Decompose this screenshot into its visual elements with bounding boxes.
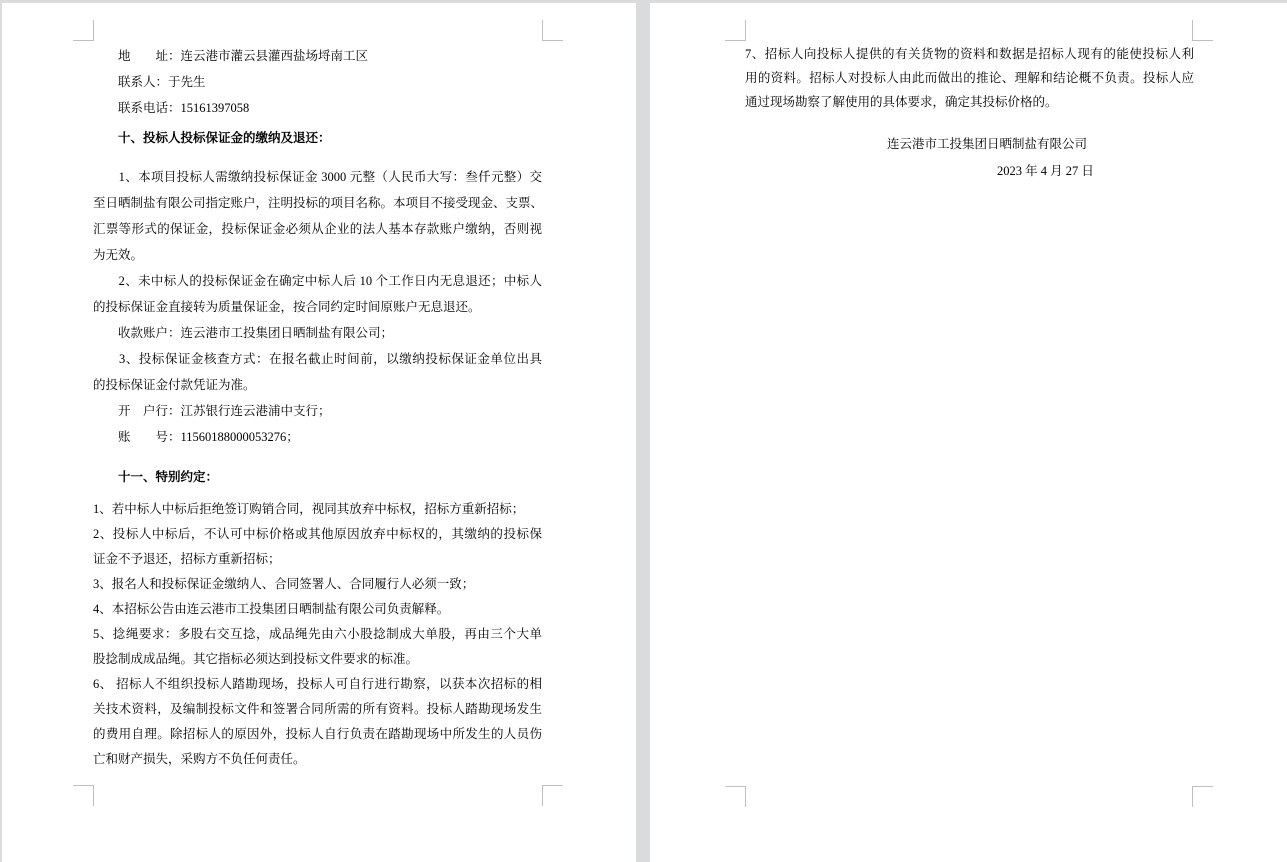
paragraph-heading	[93, 125, 542, 151]
page-2-text	[745, 42, 1194, 183]
text-boundary-mark-top-right	[1192, 20, 1213, 41]
doc-line: 十、投标人投标保证金的缴纳及退还：	[93, 131, 331, 145]
doc-line: 股捻制成成品绳。其它指标必须达到投标文件要求的标准。	[93, 652, 419, 666]
doc-line: 亡和财产损失，采购方不负任何责任。	[93, 752, 306, 766]
paragraph-body	[745, 42, 1194, 114]
text-boundary-mark-bottom-right	[542, 785, 563, 806]
paragraph-body	[93, 346, 542, 398]
paragraph-contact	[93, 95, 542, 121]
doc-line: 3、投标保证金核查方式：在报名截止时间前，以缴纳投标保证金单位出具	[93, 352, 542, 366]
paragraph-body	[93, 164, 542, 268]
doc-line: 账 号：11560188000053276；	[93, 430, 299, 444]
doc-line: 1、本项目投标人需缴纳投标保证金 3000 元整（人民币大写：叁仟元整）交	[93, 170, 542, 184]
paragraph-contact	[93, 69, 542, 95]
text-boundary-mark-bottom-left	[725, 786, 746, 807]
doc-line: 为无效。	[93, 248, 144, 262]
document-page-1	[2, 3, 636, 862]
doc-line: 通过现场勘察了解使用的具体要求，确定其投标价格的。	[745, 95, 1058, 109]
doc-line: 6、 招标人不组织投标人踏勘现场，投标人可自行进行勘察，以获本次招标的相	[93, 677, 542, 691]
page-1-text	[93, 43, 542, 772]
doc-line: 2023 年 4 月 27 日	[997, 164, 1094, 178]
doc-line: 的投标保证金付款凭证为准。	[93, 378, 256, 392]
paragraph-item	[93, 622, 542, 672]
text-boundary-mark-top-left	[725, 20, 746, 41]
text-boundary-mark-bottom-right	[1192, 786, 1213, 807]
doc-line: 的投标保证金直接转为质量保证金，按合同约定时间原账户无息退还。	[93, 300, 481, 314]
doc-line: 连云港市工投集团日晒制盐有限公司	[887, 137, 1088, 151]
doc-line: 2、投标人中标后，不认可中标价格或其他原因放弃中标权的，其缴纳的投标保	[93, 527, 542, 541]
text-boundary-mark-top-left	[73, 20, 94, 41]
paragraph-item	[93, 572, 542, 597]
doc-line: 关技术资料，及编制投标文件和签署合同所需的所有资料。投标人踏勘现场发生	[93, 702, 542, 716]
doc-line: 证金不予退还，招标方重新招标；	[93, 552, 281, 566]
doc-line: 1、若中标人中标后拒绝签订购销合同，视同其放弃中标权，招标方重新招标；	[93, 502, 525, 516]
doc-line: 汇票等形式的保证金，投标保证金必须从企业的法人基本存款账户缴纳，否则视	[93, 222, 542, 236]
doc-line: 开 户行：江苏银行连云港浦中支行；	[93, 404, 331, 418]
paragraph-item	[93, 497, 542, 522]
paragraph-signature	[745, 132, 1194, 156]
doc-line: 联系电话：15161397058	[93, 101, 250, 115]
doc-line: 用的资料。招标人对投标人由此而做出的推论、理解和结论概不负责。投标人应	[745, 71, 1194, 85]
doc-line: 联系人：于先生	[93, 75, 206, 89]
document-page-2	[650, 3, 1287, 862]
paragraph-date	[745, 159, 1194, 183]
paragraph-contact	[93, 43, 542, 69]
doc-line: 7、招标人向投标人提供的有关货物的资料和数据是招标人现有的能使投标人利	[745, 47, 1194, 61]
text-boundary-mark-top-right	[542, 20, 563, 41]
paragraph-body	[93, 268, 542, 320]
doc-line: 5、捻绳要求：多股右交互捻，成品绳先由六小股捻制成大单股，再由三个大单	[93, 627, 542, 641]
doc-line: 2、未中标人的投标保证金在确定中标人后 10 个工作日内无息退还；中标人	[93, 274, 542, 288]
text-boundary-mark-bottom-left	[73, 785, 94, 806]
doc-line: 3、报名人和投标保证金缴纳人、合同签署人、合同履行人必须一致；	[93, 577, 475, 591]
paragraph-body	[93, 320, 542, 346]
paragraph-item	[93, 597, 542, 622]
doc-line: 至日晒制盐有限公司指定账户，注明投标的项目名称。本项目不接受现金、支票、	[93, 196, 544, 210]
doc-line: 十一、特别约定：	[93, 470, 219, 484]
paragraph-heading2	[93, 464, 542, 490]
doc-line: 地 址：连云港市灌云县灌西盐场埒南工区	[93, 49, 369, 63]
doc-line: 的费用自理。除招标人的原因外，投标人自行负责在踏勘现场中所发生的人员伤	[93, 727, 542, 741]
doc-line: 4、本招标公告由连云港市工投集团日晒制盐有限公司负责解释。	[93, 602, 450, 616]
doc-line: 收款账户：连云港市工投集团日晒制盐有限公司；	[93, 326, 394, 340]
paragraph-body	[93, 398, 542, 424]
paragraph-body	[93, 424, 542, 450]
paragraph-item	[93, 522, 542, 572]
paragraph-item	[93, 672, 542, 772]
